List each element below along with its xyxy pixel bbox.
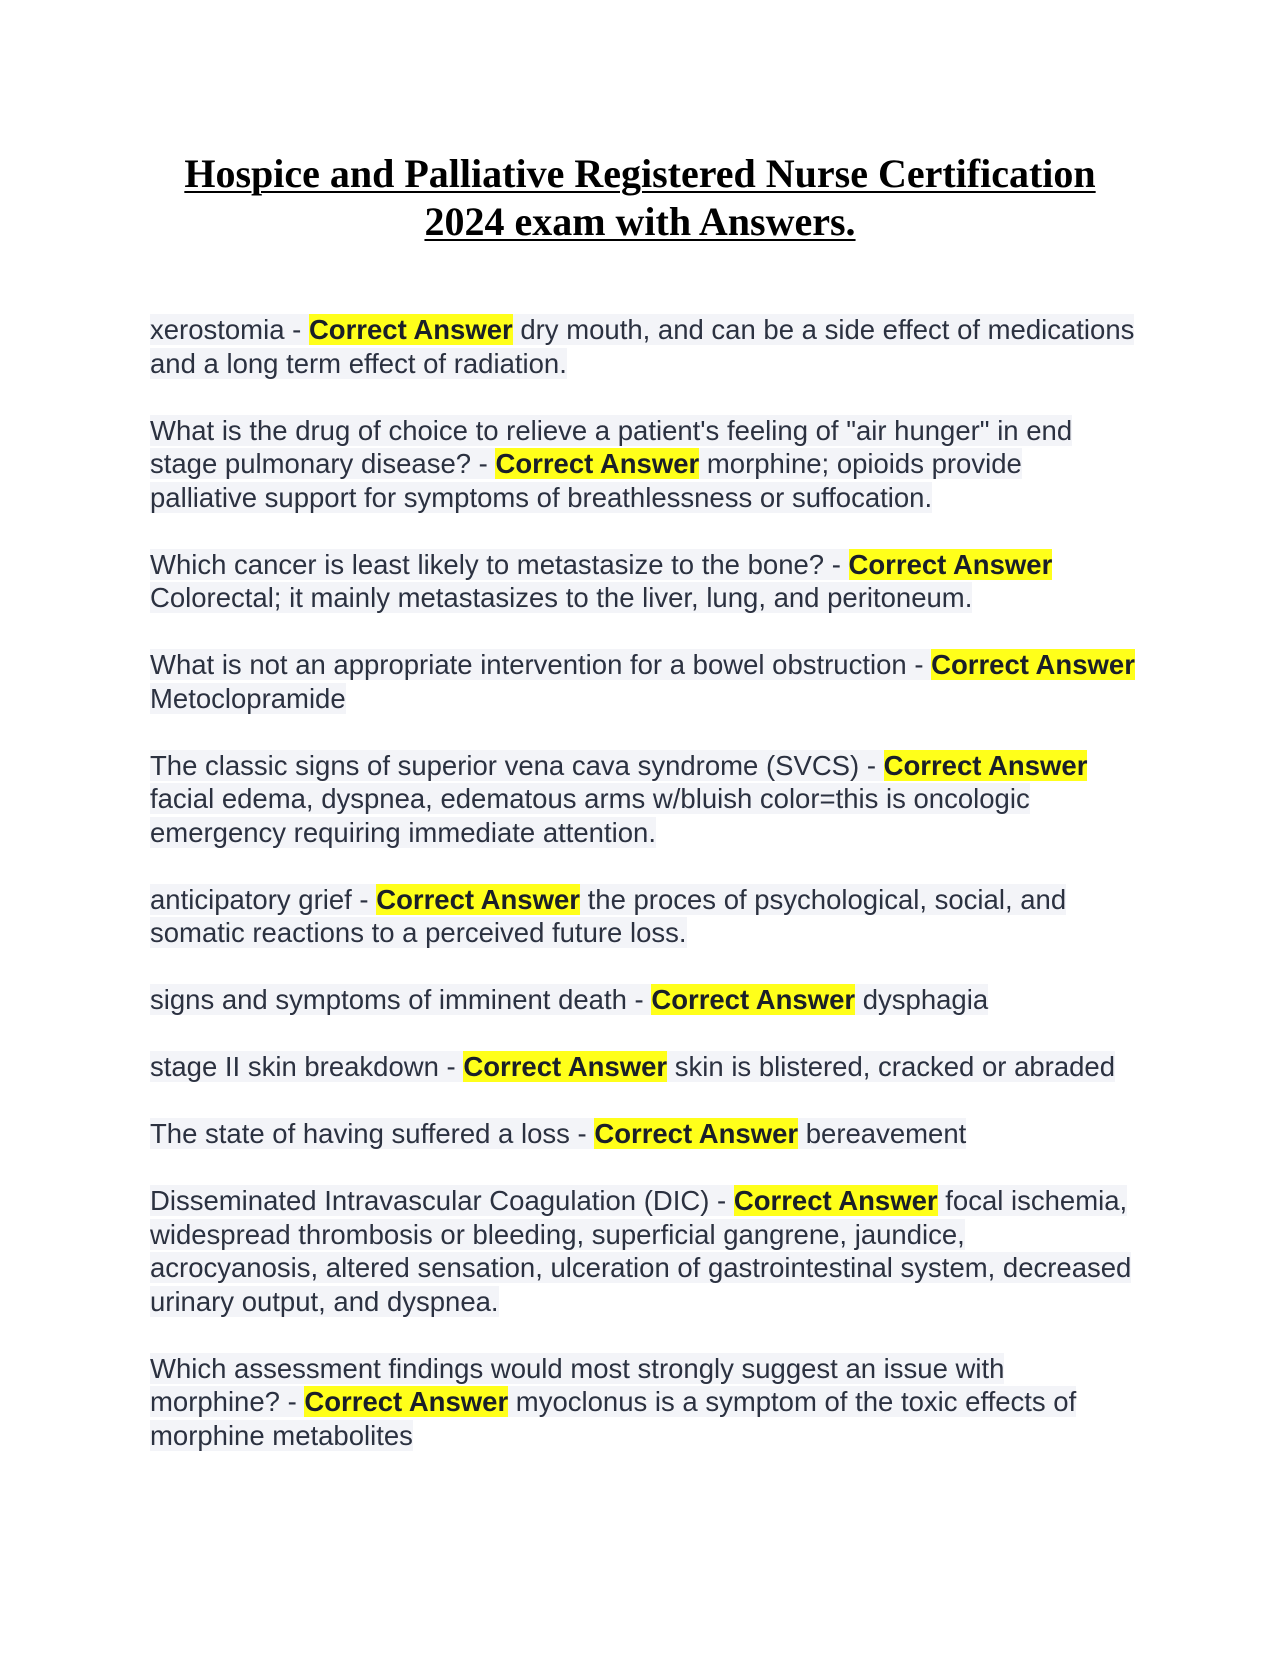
qa-question: signs and symptoms of imminent death -	[150, 984, 652, 1015]
qa-item	[150, 1050, 1135, 1084]
correct-answer-label: Correct Answer	[376, 883, 580, 915]
qa-answer: morphine; opioids provide palliative support for symptoms of breathlessness or suffocation.	[150, 448, 1022, 513]
qa-item	[150, 983, 1135, 1017]
qa-answer: myoclonus is a symptom of the toxic effects of morphine metabolites	[150, 1386, 1077, 1451]
qa-question: What is the drug of choice to relieve a patient's feeling of "air hunger" in end stage pulmonary disease? -	[150, 414, 1073, 479]
qa-item	[150, 1184, 1135, 1318]
correct-answer-label: Correct Answer	[495, 448, 700, 479]
qa-question: xerostomia -	[150, 314, 309, 345]
correct-answer-label: Correct Answer	[651, 984, 856, 1015]
qa-answer: dysphagia	[855, 984, 989, 1015]
correct-answer-label: Correct Answer	[304, 1386, 509, 1417]
qa-answer: skin is blistered, cracked or abraded	[667, 1051, 1115, 1082]
qa-list	[150, 313, 1135, 1486]
qa-answer: Metoclopramide	[150, 682, 346, 714]
correct-answer-label: Correct Answer	[733, 1185, 938, 1216]
qa-question: The state of having suffered a loss -	[150, 1118, 595, 1149]
qa-answer: the proces of psychological, social, and somatic reactions to a perceived future loss.	[150, 883, 1067, 948]
qa-answer: bereavement	[798, 1118, 967, 1149]
correct-answer-label: Correct Answer	[463, 1051, 668, 1082]
qa-item	[150, 883, 1135, 950]
qa-question: What is not an appropriate intervention for a bowel obstruction -	[150, 649, 932, 680]
correct-answer-label: Correct Answer	[883, 749, 1088, 781]
qa-question: stage II skin breakdown -	[150, 1051, 464, 1082]
qa-item	[150, 1352, 1135, 1453]
qa-question: anticipatory grief -	[150, 883, 377, 915]
qa-question: Which assessment findings would most strongly suggest an issue with morphine? -	[150, 1352, 1005, 1417]
correct-answer-label: Correct Answer	[848, 548, 1053, 580]
qa-answer: facial edema, dyspnea, edematous arms w/bluish color=this is oncologic emergency requiring immediate attention.	[150, 783, 1030, 848]
qa-answer: Colorectal; it mainly metastasizes to the liver, lung, and peritoneum.	[150, 582, 973, 613]
qa-question: Disseminated Intravascular Coagulation (DIC) -	[150, 1185, 734, 1216]
correct-answer-label: Correct Answer	[931, 649, 1135, 680]
document-title	[150, 150, 1130, 246]
correct-answer-label: Correct Answer	[594, 1118, 799, 1149]
qa-answer: focal ischemia, widespread thrombosis or bleeding, superficial gangrene, jaundice, acrocyanosis, altered sensation, ulceration of gastrointestinal system, decreased urinary output, and dyspnea.	[150, 1185, 1132, 1317]
qa-item	[150, 749, 1135, 850]
qa-item	[150, 1117, 1135, 1151]
correct-answer-label: Correct Answer	[308, 314, 513, 345]
qa-question: Which cancer is least likely to metastasize to the bone? -	[150, 548, 849, 580]
qa-question: The classic signs of superior vena cava syndrome (SVCS) -	[150, 749, 884, 781]
qa-item	[150, 648, 1135, 715]
qa-item	[150, 313, 1135, 380]
qa-item	[150, 414, 1135, 515]
qa-answer: dry mouth, and can be a side effect of medications and a long term effect of radiation.	[150, 314, 1135, 379]
qa-item	[150, 548, 1135, 615]
document-title-text: Hospice and Palliative Registered Nurse Certification 2024 exam with Answers.	[184, 151, 1096, 244]
